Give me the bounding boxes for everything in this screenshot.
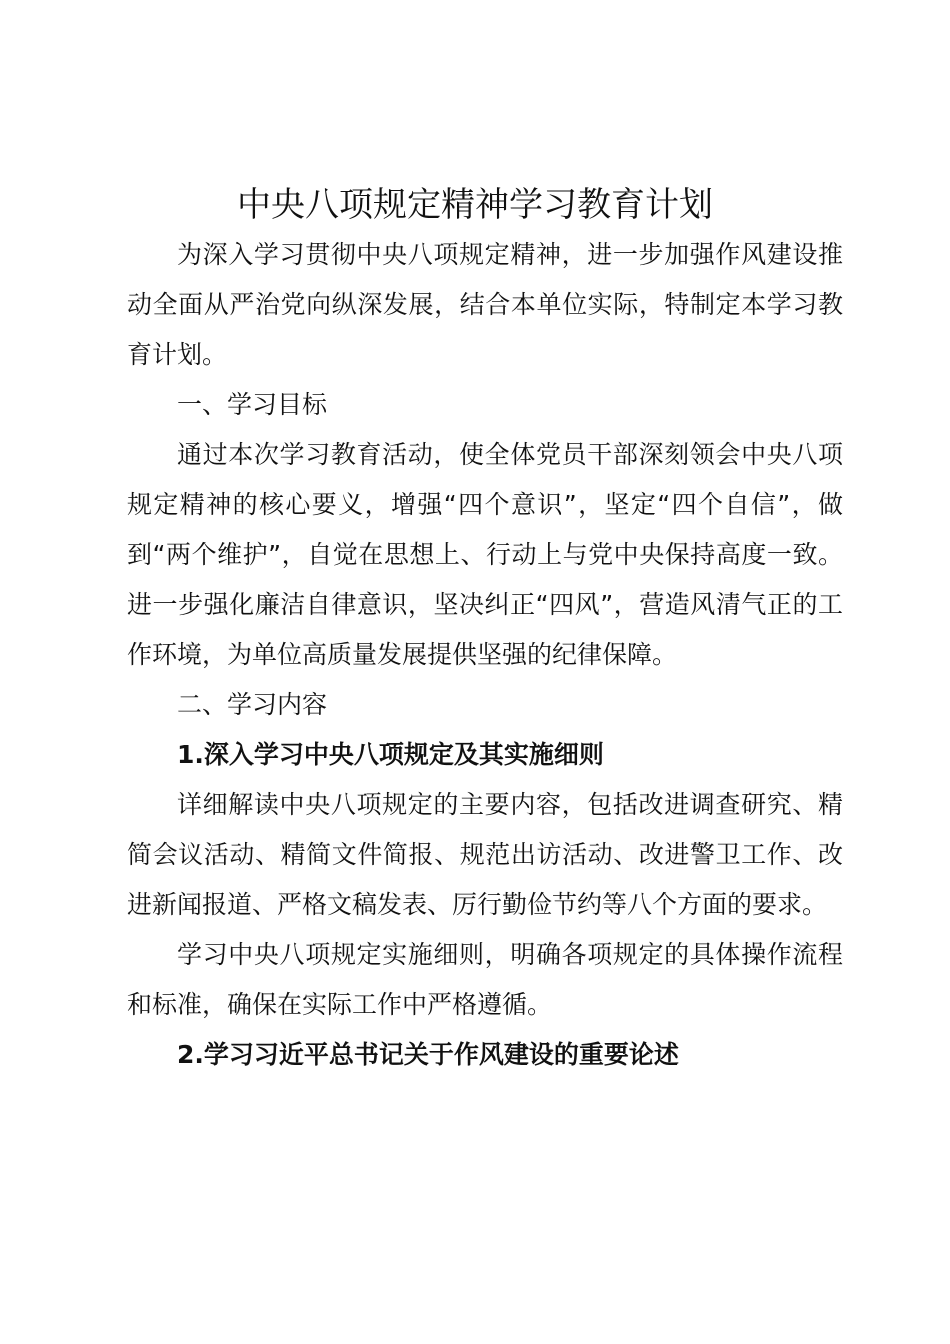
subsection-1-paragraph-2: 学习中央八项规定实施细则，明确各项规定的具体操作流程和标准，确保在实际工作中严格遵循。: [127, 940, 843, 1019]
subsection-heading-2: 2.学习习近平总书记关于作风建设的重要论述: [177, 1040, 679, 1069]
intro-paragraph: 为深入学习贯彻中央八项规定精神，进一步加强作风建设推动全面从严治党向纵深发展，结合本单位实际，特制定本学习教育计划。: [127, 240, 843, 369]
section-heading-goals: 一、学习目标: [177, 390, 328, 419]
section-heading-content: 二、学习内容: [177, 690, 328, 719]
subsection-1-paragraph-1: 详细解读中央八项规定的主要内容，包括改进调查研究、精简会议活动、精简文件简报、规范出访活动、改进警卫工作、改进新闻报道、严格文稿发表、厉行勤俭节约等八个方面的要求。: [127, 790, 843, 919]
document-title: 中央八项规定精神学习教育计划: [237, 185, 713, 225]
document-body: [127, 230, 843, 1080]
goals-paragraph: 通过本次学习教育活动，使全体党员干部深刻领会中央八项规定精神的核心要义，增强“四个意识”，坚定“四个自信”，做到“两个维护”，自觉在思想上、行动上与党中央保持高度一致。进一步强化廉洁自律意识，坚决纠正“四风”，营造风清气正的工作环境，为单位高质量发展提供坚强的纪律保障。: [127, 440, 843, 669]
subsection-heading-1: 1.深入学习中央八项规定及其实施细则: [177, 740, 604, 769]
